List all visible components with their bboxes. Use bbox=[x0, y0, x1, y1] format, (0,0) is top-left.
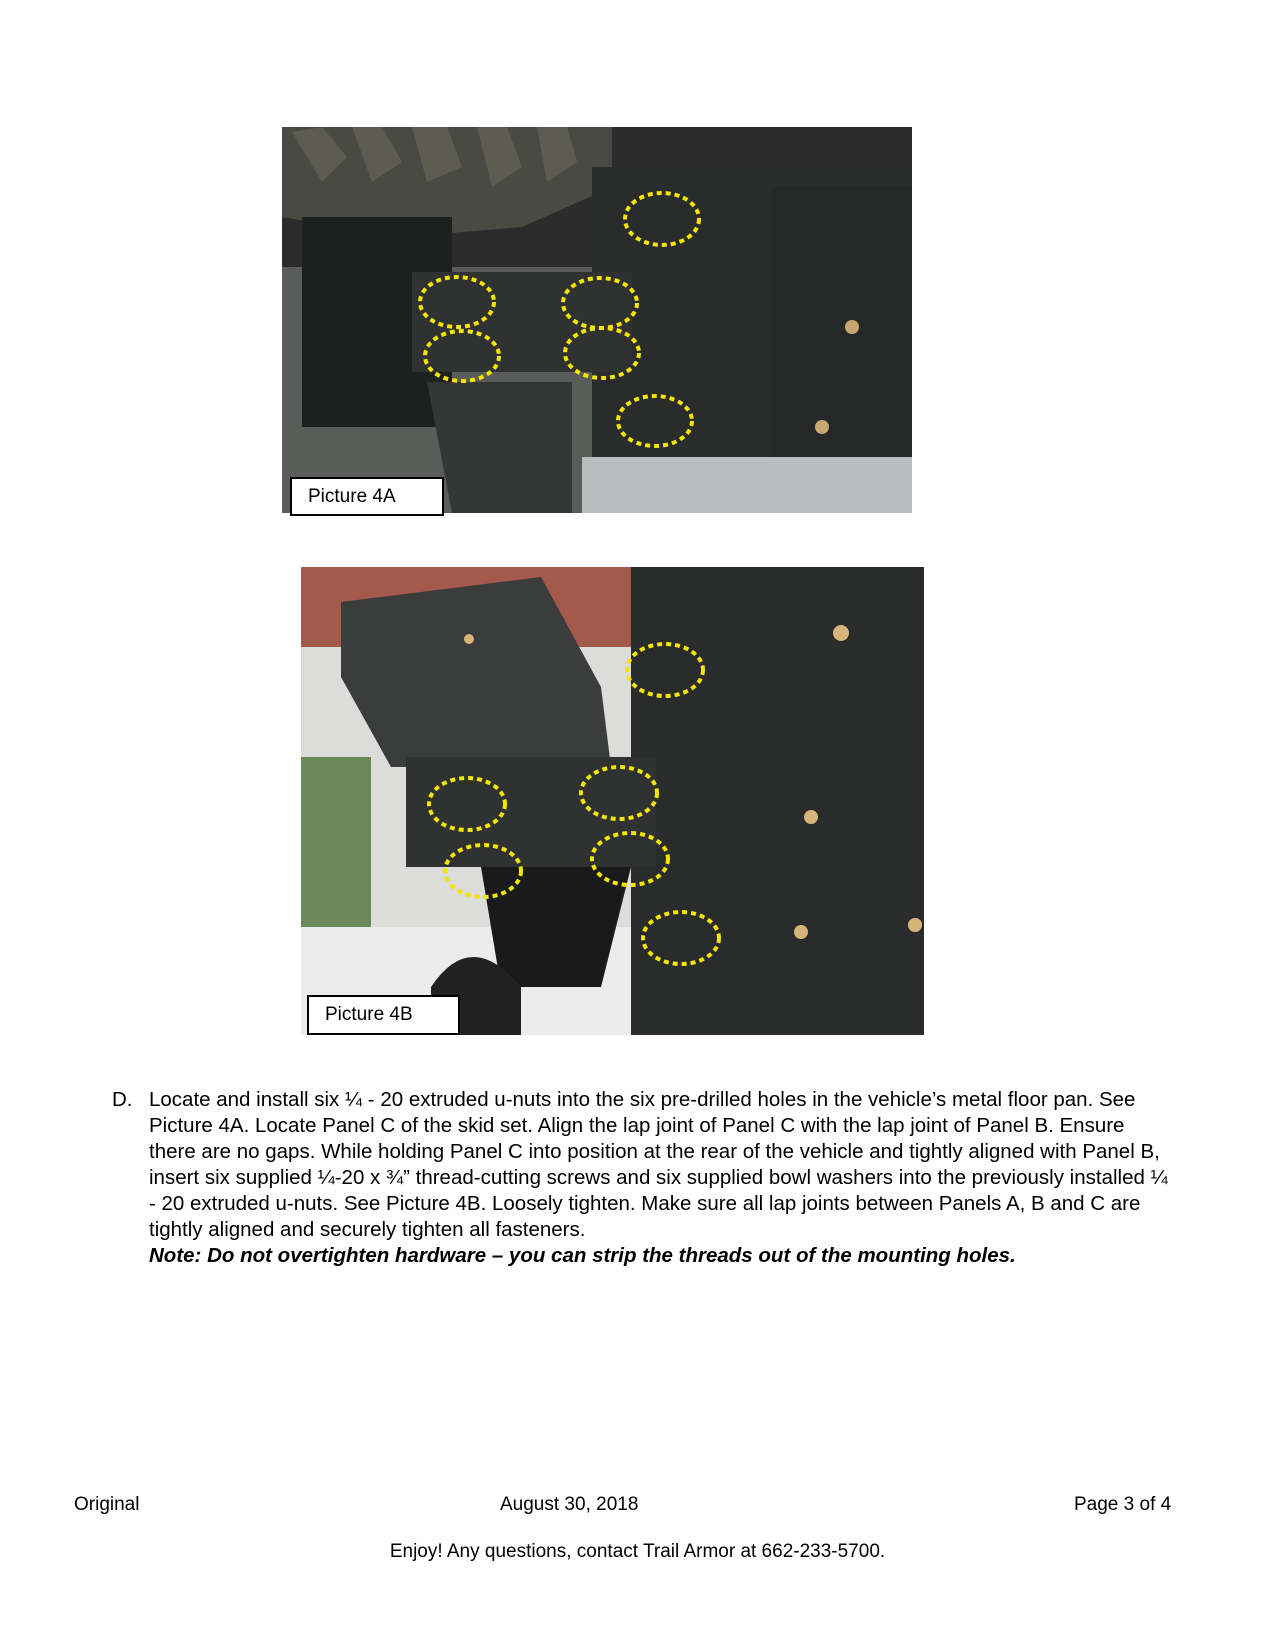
footer-contact: Enjoy! Any questions, contact Trail Armor at 662-233-5700. bbox=[389, 1541, 886, 1562]
footer-version: Original bbox=[74, 1494, 140, 1515]
step-text: Locate and install six ¼ - 20 extruded u-nuts into the six pre-drilled holes in the vehicle’s metal floor pan. See Picture 4A. Locate Panel C of the skid set. Align the lap joint of Panel C with the lap joint of Panel B. Ensure there are no gaps. While holding Panel C into position at the rear of the vehicle and tightly aligned with Panel B, insert six supplied ¼-20 x ¾” thread-cutting screws and six supplied bowl washers into the previously installed ¼ - 20 extruded u-nuts. See Picture 4B. Loosely tighten. Make sure all lap joints between Panels A, B and C are tightly aligned and securely tighten all fasteners. bbox=[149, 1088, 1168, 1241]
footer-page-number: Page 3 of 4 bbox=[1074, 1494, 1172, 1515]
figure-caption-4a: Picture 4A bbox=[290, 477, 444, 516]
footer-date: August 30, 2018 bbox=[500, 1494, 639, 1515]
photo-4b-underside bbox=[301, 567, 924, 1035]
photo-4a-underside bbox=[282, 127, 912, 513]
step-note: Note: Do not overtighten hardware – you can strip the threads out of the mounting holes. bbox=[149, 1244, 1016, 1267]
step-d bbox=[112, 1087, 1172, 1269]
step-body bbox=[149, 1087, 1172, 1269]
step-label: D. bbox=[112, 1088, 133, 1111]
figure-caption-4b: Picture 4B bbox=[307, 995, 460, 1035]
